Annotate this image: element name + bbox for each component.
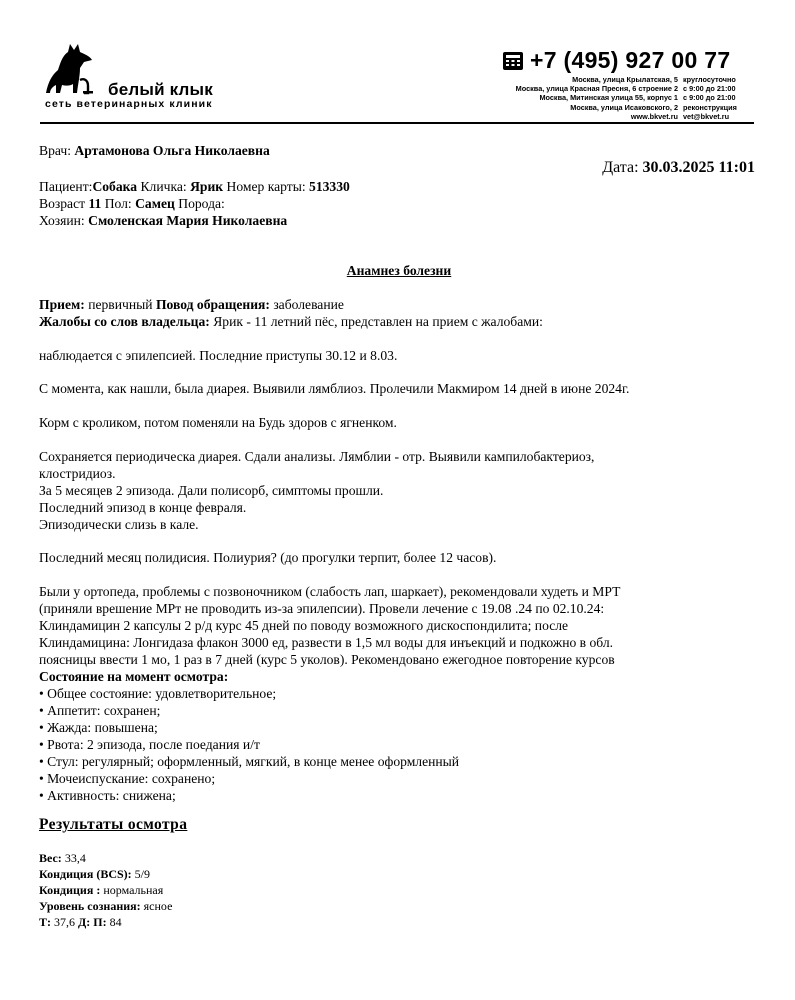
date-label: Дата: — [602, 159, 639, 176]
card-number: 513330 — [309, 179, 350, 194]
reason-label: Повод обращения: — [155, 297, 270, 312]
brand-name: белый клык — [108, 80, 213, 99]
card-label: Номер карты: — [226, 179, 306, 194]
nickname: Ярик — [190, 179, 224, 194]
results-title: Результаты осмотра — [39, 816, 188, 833]
text-line: Клиндамицин 2 капсулы 2 р/д курс 45 дней по поводу возможного дискоспондилита; после — [39, 618, 569, 633]
text-line: Последний эпизод в конце февраля. — [39, 500, 247, 515]
bcs-label: Кондиция (BCS): — [39, 867, 132, 881]
visit-line — [39, 296, 344, 313]
condition-label: Кондиция : — [39, 883, 101, 897]
consciousness-line — [39, 898, 172, 915]
anamnesis-paragraph: С момента, как нашли, была диарея. Выявили лямблиоз. Пролечили Макмиром 14 дней в июне 2024г. — [39, 381, 630, 396]
address-line: Москва, улица Красная Пресня, 6 строение 2 — [515, 84, 678, 94]
anamnesis-title: Анамнез болезни — [346, 263, 452, 278]
clinic-phone[interactable]: +7 (495) 927 00 77 — [530, 47, 731, 73]
brand-subtitle: сеть ветеринарных клиник — [45, 98, 213, 110]
owner-line — [39, 212, 287, 229]
species: Собака — [92, 179, 138, 194]
text-line: Были у ортопеда, проблемы с позвоночником (слабость лап, шаркает), рекомендовали худеть и МРТ — [39, 584, 621, 599]
anamnesis-paragraph: Корм с кроликом, потом поменяли на Будь здоров с ягненком. — [39, 415, 397, 430]
time-value: 11:01 — [718, 159, 755, 176]
text-line: Клиндамицина: Лонгидаза флакон 3000 ед, развести в 1,5 мл воды для инъекций и подкожно в обл. — [39, 635, 614, 650]
clinic-logo — [40, 40, 240, 116]
text-line: поясницы ввести 1 мо, 1 раз в 7 дней (курс 5 уколов). Рекомендовано ежегодное повторение курсов — [39, 652, 615, 667]
vitals-line — [39, 914, 122, 931]
bcs-value: 5/9 — [134, 867, 150, 881]
list-item: • Активность: снижена; — [39, 787, 459, 804]
bcs-line — [39, 866, 150, 883]
reason-value: заболевание — [273, 297, 344, 312]
dog-logo-icon — [40, 40, 106, 96]
anamnesis-paragraph — [39, 448, 755, 533]
list-item: • Общее состояние: удовлетворительное; — [39, 685, 459, 702]
hours-line: круглосуточно — [683, 75, 736, 84]
weight-value: 33,4 — [64, 851, 86, 865]
complaints-line — [39, 313, 543, 330]
list-item: • Стул: регулярный; оформленный, мягкий, в конце менее оформленный — [39, 753, 459, 770]
text-line: Эпизодически слизь в кале. — [39, 517, 199, 532]
owner-label: Хозяин: — [39, 213, 85, 228]
visit-date — [602, 159, 755, 176]
address-line: Москва, улица Крылатская, 5 — [572, 75, 678, 84]
clinic-addresses — [516, 75, 678, 121]
date-value: 30.03.2025 — [642, 159, 715, 176]
weight-label: Вес: — [39, 851, 62, 865]
visit-type: первичный — [88, 297, 153, 312]
clinic-email[interactable]: vet@bkvet.ru — [683, 111, 730, 121]
header-divider — [40, 122, 754, 124]
hours-line: реконструкция — [683, 102, 737, 112]
temperature-label: Т: — [39, 915, 51, 929]
text-line: (приняли врешение МРт не проводить из-за эпилепсии). Провели лечение с 19.08 .24 по 02.10.24: — [39, 601, 605, 616]
age-line — [39, 195, 225, 212]
clinic-website[interactable]: www.bkvet.ru — [630, 111, 678, 121]
list-item: • Аппетит: сохранен; — [39, 702, 459, 719]
condition-value: нормальная — [103, 883, 164, 897]
state-list — [39, 685, 459, 804]
weight-line — [39, 850, 86, 867]
text-line: клостридиоз. — [39, 466, 116, 481]
hours-line: с 9:00 до 21:00 — [683, 84, 736, 94]
consciousness-label: Уровень сознания: — [39, 899, 141, 913]
patient-line — [39, 178, 350, 195]
sex-label: Пол: — [104, 196, 132, 211]
condition-line — [39, 882, 163, 899]
temperature-value: 37,6 — [54, 915, 75, 929]
anamnesis-paragraph: Последний месяц полидисия. Полиурия? (до прогулки терпит, более 12 часов). — [39, 550, 497, 565]
list-item: • Жажда: повышена; — [39, 719, 459, 736]
anamnesis-paragraph: наблюдается с эпилепсией. Последние приступы 30.12 и 8.03. — [39, 348, 398, 363]
complaints-text: Ярик - 11 летний пёс, представлен на прием с жалобами: — [213, 314, 543, 329]
breed-label: Порода: — [178, 196, 225, 211]
owner-name: Смоленская Мария Николаевна — [88, 213, 288, 228]
patient-label: Пациент: — [39, 179, 93, 194]
clinic-hours — [683, 75, 743, 121]
age-value: 11 — [88, 196, 102, 211]
visit-label: Прием: — [39, 297, 85, 312]
hours-line: с 9:00 до 21:00 — [683, 93, 736, 103]
list-item: • Мочеиспускание: сохранено; — [39, 770, 459, 787]
pulse-value: 84 — [109, 915, 122, 929]
text-line: За 5 месяцев 2 эпизода. Дали полисорб, симптомы прошли. — [39, 483, 384, 498]
address-line: Москва, улица Исаковского, 2 — [570, 102, 678, 112]
address-line: Москва, Митинская улица 55, корпус 1 — [539, 93, 678, 103]
text-line: Сохраняется периодическа диарея. Сдали анализы. Лямблии - отр. Выявили кампилобактериоз, — [39, 449, 595, 464]
doctor-name: Артамонова Ольга Николаевна — [74, 143, 270, 158]
doctor-line — [39, 142, 270, 159]
state-title: Состояние на момент осмотра: — [39, 669, 229, 684]
complaints-label: Жалобы со слов владельца: — [39, 314, 210, 329]
consciousness-value: ясное — [143, 899, 173, 913]
doctor-label: Врач: — [39, 143, 71, 158]
sex-value: Самец — [135, 196, 175, 211]
list-item: • Рвота: 2 эпизода, после поедания и/т — [39, 736, 459, 753]
phone-icon — [502, 51, 524, 71]
age-label: Возраст — [39, 196, 86, 211]
anamnesis-paragraph — [39, 583, 755, 668]
pulse-label: П: — [93, 915, 107, 929]
nickname-label: Кличка: — [140, 179, 187, 194]
breathing-label: Д: — [78, 915, 91, 929]
letterhead — [0, 0, 795, 128]
